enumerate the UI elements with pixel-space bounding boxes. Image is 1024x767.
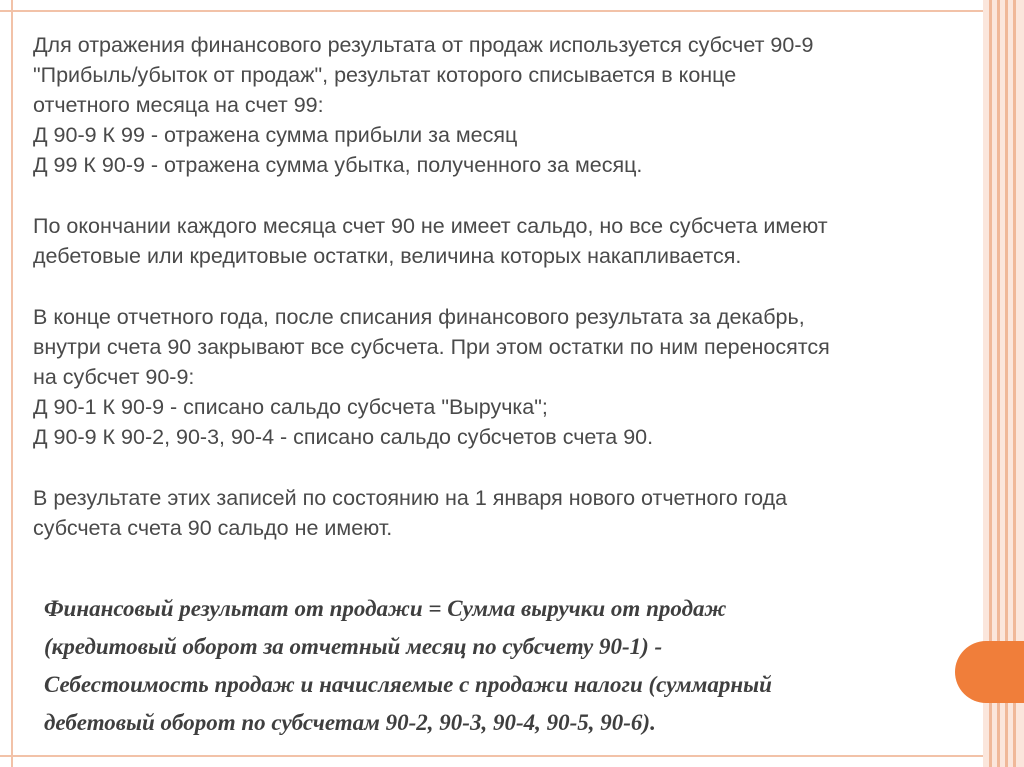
text-line: внутри счета 90 закрывают все субсчета. При этом остатки по ним переносятся bbox=[33, 335, 830, 359]
text-line: Д 90-1 К 90-9 - списано сальдо субсчета "Выручка"; bbox=[33, 395, 548, 419]
formula-block bbox=[44, 590, 964, 742]
formula-line: Финансовый результат от продажи = Сумма выручки от продаж bbox=[44, 596, 727, 621]
formula-line: Себестоимость продаж и начисляемые с продажи налоги (суммарный bbox=[44, 672, 772, 697]
frame-top-line bbox=[0, 10, 1024, 12]
paragraph-month-end bbox=[33, 211, 983, 271]
text-line: По окончании каждого месяца счет 90 не имеет сальдо, но все субсчета имеют bbox=[33, 214, 828, 238]
text-line: субсчета счета 90 сальдо не имеют. bbox=[33, 516, 393, 540]
formula-line: дебетовый оборот по субсчетам 90-2, 90-3, 90-4, 90-5, 90-6). bbox=[44, 710, 656, 735]
formula-line: (кредитовый оборот за отчетный месяц по субсчету 90-1) - bbox=[44, 634, 663, 659]
text-line: В результате этих записей по состоянию на 1 января нового отчетного года bbox=[33, 486, 788, 510]
text-line: "Прибыль/убыток от продаж", результат которого списывается в конце bbox=[33, 63, 737, 87]
paragraph-profit-loss bbox=[33, 30, 983, 180]
body-text bbox=[33, 30, 983, 574]
text-line: Д 99 К 90-9 - отражена сумма убытка, полученного за месяц. bbox=[33, 153, 643, 177]
text-line: Д 90-9 К 90-2, 90-3, 90-4 - списано сальдо субсчетов счета 90. bbox=[33, 425, 654, 449]
orange-accent-tab bbox=[955, 641, 1024, 703]
paragraph-year-end bbox=[33, 302, 983, 452]
text-line: В конце отчетного года, после списания финансового результата за декабрь, bbox=[33, 305, 805, 329]
frame-bottom-line bbox=[0, 755, 1024, 757]
text-line: дебетовые или кредитовые остатки, величина которых накапливается. bbox=[33, 244, 742, 268]
text-line: Д 90-9 К 99 - отражена сумма прибыли за месяц bbox=[33, 123, 518, 147]
text-line: на субсчет 90-9: bbox=[33, 365, 195, 389]
paragraph-result bbox=[33, 483, 983, 543]
text-line: Для отражения финансового результата от продаж используется субсчет 90-9 bbox=[33, 33, 814, 57]
text-line: отчетного месяца на счет 99: bbox=[33, 93, 324, 117]
frame-left-line bbox=[11, 0, 13, 767]
